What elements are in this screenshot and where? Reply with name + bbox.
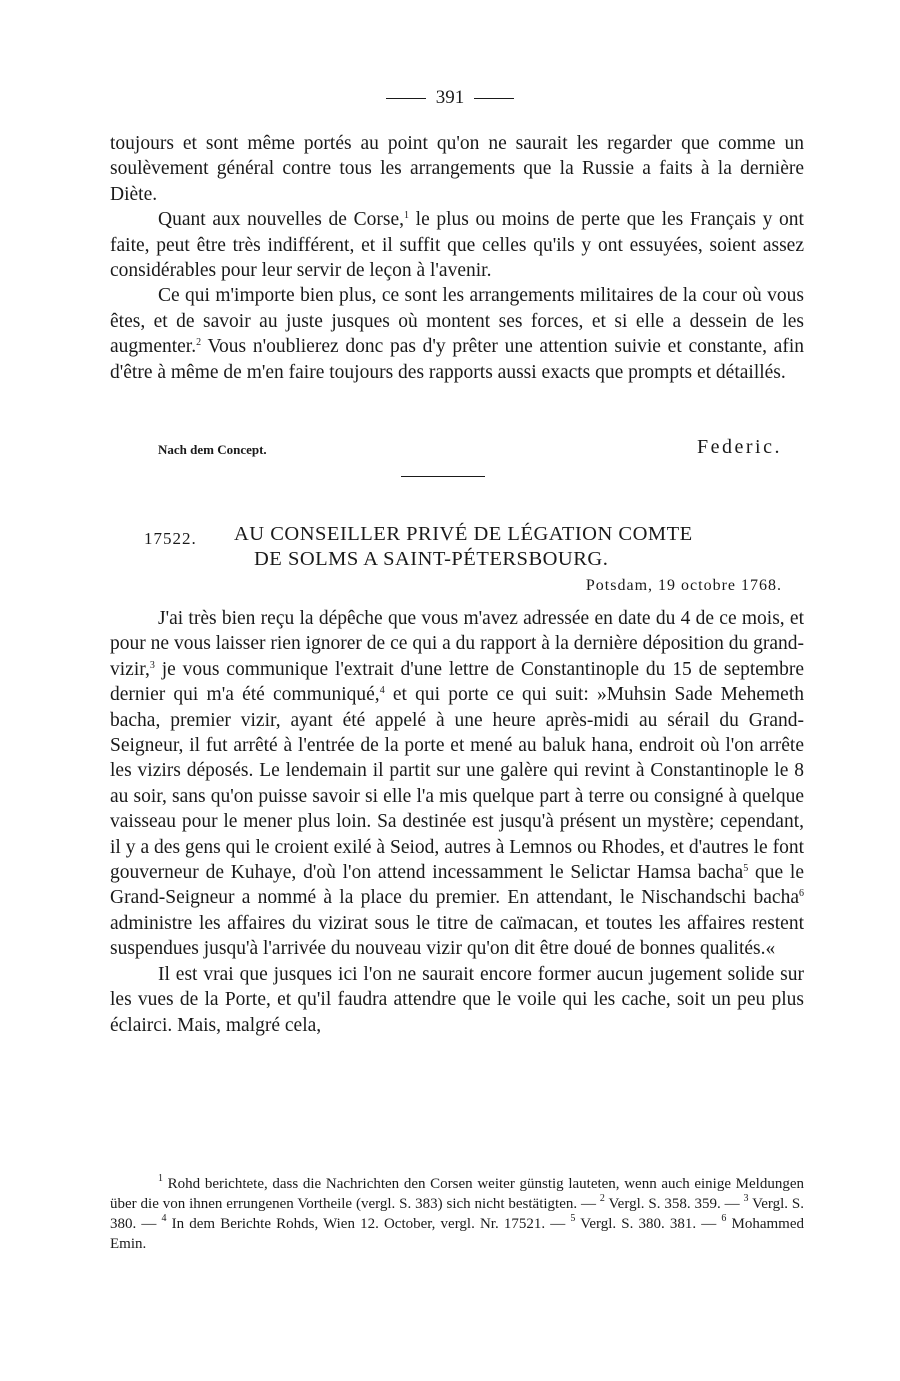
paragraph — [110, 207, 804, 283]
previous-letter-text — [110, 131, 804, 385]
place: Potsdam, — [585, 577, 654, 594]
footnote-block — [110, 1174, 804, 1254]
letter-body — [110, 606, 804, 1038]
text: J'ai très bien reçu la dépêche que vous m'avez adressée en date du 4 de ce mois, et pour ne vous laisser rien ignorer de ce qui a du rapport à la dernière déposition du grand-vizir, — [110, 608, 804, 680]
footnote-text: Rohd berichtete, dass die Nachrichten den Corsen weiter günstig lauteten, wenn auch einige Meldungen über die von ihnen errungenen Vortheile (vergl. S. 383) sich nicht bestätigten. — — [110, 1176, 804, 1212]
footnote-ref: 5 — [743, 863, 749, 875]
footnote-text: Mohammed Emin. — [110, 1216, 805, 1252]
text: que le Grand-Seigneur a nommé à la place du premier. En attendant, le Nischandschi bacha — [110, 862, 804, 909]
footnote-ref: 1 — [403, 210, 409, 222]
paragraph: Il est vrai que jusques ici l'on ne saurait encore former aucun jugement solide sur les vues de la Porte, et qu'il faudra attendre que le voile qui les cache, soit un peu plus éclairci. Mais, malgré cela, — [110, 963, 804, 1036]
footnote-mark: 5 — [570, 1213, 576, 1224]
footnote-text: Vergl. S. 358. 359. — — [604, 1196, 740, 1212]
letter-number: 17522. — [144, 529, 197, 548]
footnote-mark: 1 — [158, 1173, 163, 1184]
footnote-ref: 2 — [196, 337, 202, 349]
footnote-mark: 3 — [743, 1193, 749, 1204]
footnote-text: Vergl. S. 380. 381. — — [575, 1216, 717, 1232]
header-dash-right — [474, 98, 514, 99]
footnote-text: In dem Berichte Rohds, Wien 12. October, vergl. Nr. 17521. — — [166, 1216, 566, 1232]
page-number-header — [0, 86, 900, 110]
source-note: Nach dem Concept. — [158, 442, 267, 457]
footnote-mark: 2 — [599, 1193, 605, 1204]
paragraph: toujours et sont même portés au point qu'on ne saurait les regarder que comme un soulèvement général contre tous les arrangements que la Russie a faits à la dernière Diète. — [110, 133, 804, 205]
footnote-mark: 6 — [721, 1213, 727, 1224]
text: je vous communique l'extrait d'une lettre de Constantinople du 15 de septembre dernier qui m'a été communiqué, — [110, 658, 804, 706]
letter-title-line2: DE SOLMS A SAINT-PÉTERSBOURG. — [254, 548, 609, 570]
text: Vous n'oublierez donc pas d'y prêter une attention suivie et constante, afin d'être à même de m'en faire toujours des rapports aussi exacts que prompts et détaillés. — [110, 336, 804, 383]
text: Ce qui m'importe bien plus, ce sont les arrangements militaires de la cour où vous êtes, et de savoir au juste jusques où montent ses forces, et si elle a dessein de les augmenter. — [110, 285, 804, 358]
footnote-ref: 6 — [799, 888, 804, 900]
text: administre les affaires du vizirat sous le titre de caïmacan, et toutes les affaires restent suspendues jusqu'à l'arrivée du nouveau vizir qu'on dit être doué de bonnes qualités.« — [110, 912, 804, 960]
text: Quant aux nouvelles de Corse, — [158, 209, 404, 231]
footnotes — [110, 1174, 804, 1254]
footnote-ref: 4 — [379, 685, 385, 697]
paragraph — [110, 283, 804, 385]
section-divider — [401, 476, 485, 477]
footnote-ref: 3 — [149, 659, 155, 671]
signature: Federic. — [697, 436, 782, 458]
footnote-mark: 4 — [161, 1213, 167, 1224]
paragraph — [110, 606, 804, 962]
dateline — [586, 577, 782, 595]
date: 19 octobre 1768. — [658, 577, 782, 594]
text: et qui porte ce qui suit: »Muhsin Sade Mehemeth bacha, premier vizir, ayant été appelé à une heure après-midi au sérail du Grand-Seigneur, il fut arrêté à l'entrée de la porte et mené au baluk hana, endroit où l'on arrête les vizirs déposés. Le lendemain il partit sur une galère qui revint à Constantinople le 8 au soir, sans qu'on puisse savoir si elle l'a mis quelque part à terre ou consigné à quelque vaisseau pour le mener plus loin. Sa destinée est jusqu'à présent un mystère; cependant, il y a des gens qui le croient exilé à Seiod, autres à Lemnos ou Rhodes, et d'autres le font gouverneur de Kuhaye, d'où l'on attend incessamment le Selictar Hamsa bacha — [110, 684, 804, 884]
signature-line — [158, 436, 782, 462]
letter-title-line1: AU CONSEILLER PRIVÉ DE LÉGATION COMTE — [234, 523, 693, 545]
page-number: 391 — [435, 87, 465, 108]
header-dash-left — [386, 98, 426, 99]
text: le plus ou moins de perte que les Français y ont faite, peut être très indifférent, et il suffit que celles qu'ils y ont essuyées, soient assez considérables pour leur servir de leçon à l'avenir. — [110, 209, 804, 282]
footnote-text: Vergl. S. 380. — — [110, 1196, 805, 1232]
